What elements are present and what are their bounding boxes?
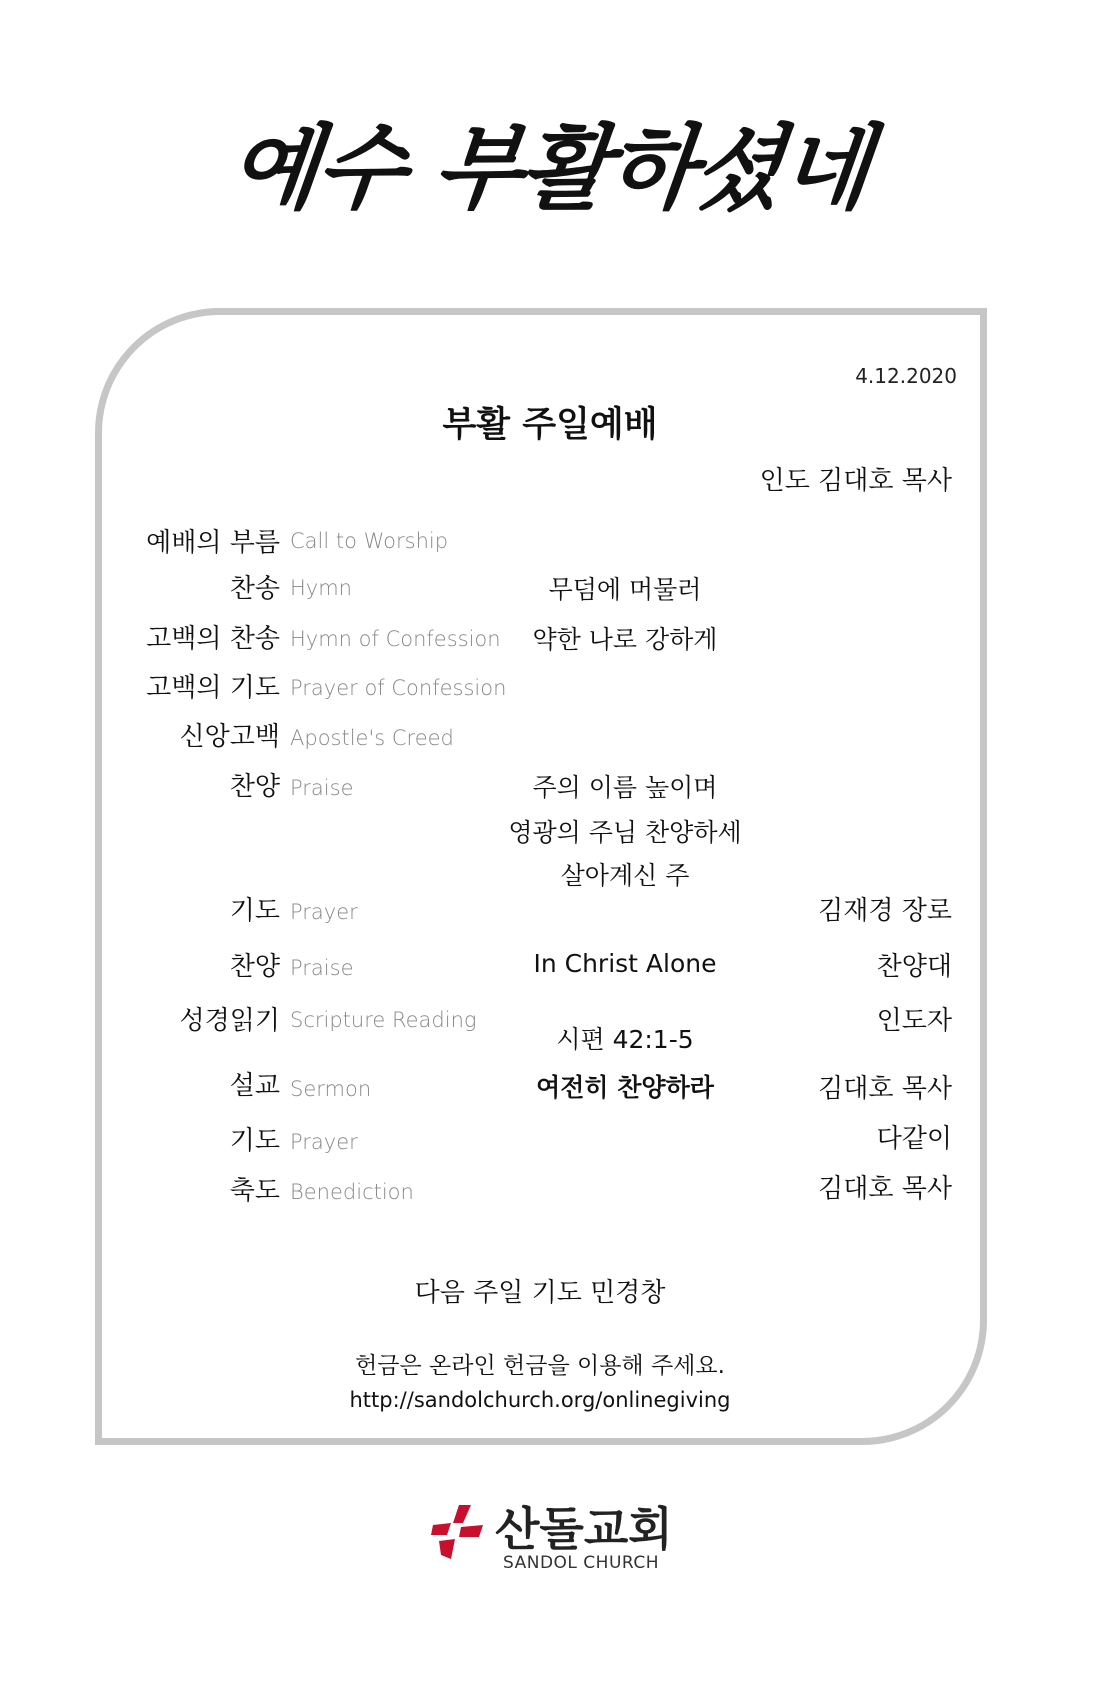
- sermon-title: 여전히 찬양하라: [536, 1073, 714, 1102]
- order-item-en: Sermon: [290, 1077, 372, 1101]
- order-item-ko: 고백의 찬송: [146, 624, 280, 654]
- order-item-detail: 살아계신 주: [560, 861, 690, 890]
- order-item-en: Praise: [290, 956, 354, 980]
- order-item-ko: 찬양: [229, 952, 280, 982]
- order-item-ko: 찬송: [229, 574, 280, 604]
- order-item-detail: 약한 나로 강하게: [532, 625, 718, 654]
- next-week-prayer: 다음 주일 기도 민경창: [414, 1278, 666, 1308]
- order-item-detail: 주의 이름 높이며: [532, 773, 718, 802]
- order-item-ko: 찬양: [229, 772, 280, 802]
- order-item-detail: 시편 42:1-5: [556, 1025, 694, 1054]
- order-item-en: Hymn of Confession: [290, 627, 501, 651]
- church-name-en: SANDOL CHURCH: [503, 1553, 660, 1573]
- order-item-person: 김재경 장로: [818, 896, 952, 926]
- order-item-en: Prayer of Confession: [290, 676, 507, 700]
- order-item-en: Scripture Reading: [290, 1008, 477, 1032]
- offering-link[interactable]: http://sandolchurch.org/onlinegiving: [349, 1388, 731, 1412]
- order-item-ko: 신앙고백: [179, 722, 280, 752]
- church-logo: [427, 1495, 677, 1585]
- order-item-en: Benediction: [290, 1180, 414, 1204]
- church-logo-mark-icon: [427, 1501, 487, 1561]
- order-item-ko: 기도: [229, 1126, 280, 1156]
- order-item-detail: 영광의 주님 찬양하세: [508, 818, 742, 847]
- order-item-en: Hymn: [290, 576, 352, 600]
- service-date: 4.12.2020: [855, 364, 957, 388]
- order-item-en: Call to Worship: [290, 529, 449, 553]
- service-title: 부활 주일예배: [442, 405, 658, 445]
- page-title: 예수 부활하셨네: [224, 115, 874, 222]
- order-item-ko: 예배의 부름: [146, 528, 280, 558]
- order-item-detail: 무덤에 머물러: [548, 575, 702, 604]
- order-item-ko: 기도: [229, 896, 280, 926]
- order-item-ko: 성경읽기: [179, 1006, 280, 1036]
- order-item-ko: 설교: [229, 1071, 280, 1101]
- order-item-ko: 고백의 기도: [146, 673, 280, 703]
- order-item-person: 찬양대: [876, 952, 952, 982]
- order-item-en: Prayer: [290, 1130, 358, 1154]
- order-item-en: Apostle's Creed: [290, 726, 454, 750]
- offering-note: 헌금은 온라인 헌금을 이용해 주세요.: [355, 1353, 725, 1379]
- church-name-ko: 산돌교회: [495, 1502, 673, 1556]
- order-item-person: 다같이: [876, 1124, 952, 1154]
- order-item-detail: In Christ Alone: [533, 949, 717, 978]
- order-item-person: 김대호 목사: [818, 1174, 952, 1204]
- order-item-en: Praise: [290, 776, 354, 800]
- service-leader: 인도 김대호 목사: [759, 466, 952, 496]
- order-item-person: 인도자: [876, 1006, 952, 1036]
- order-item-en: Prayer: [290, 900, 358, 924]
- order-item-ko: 축도: [229, 1176, 280, 1206]
- order-item-person: 김대호 목사: [818, 1074, 952, 1104]
